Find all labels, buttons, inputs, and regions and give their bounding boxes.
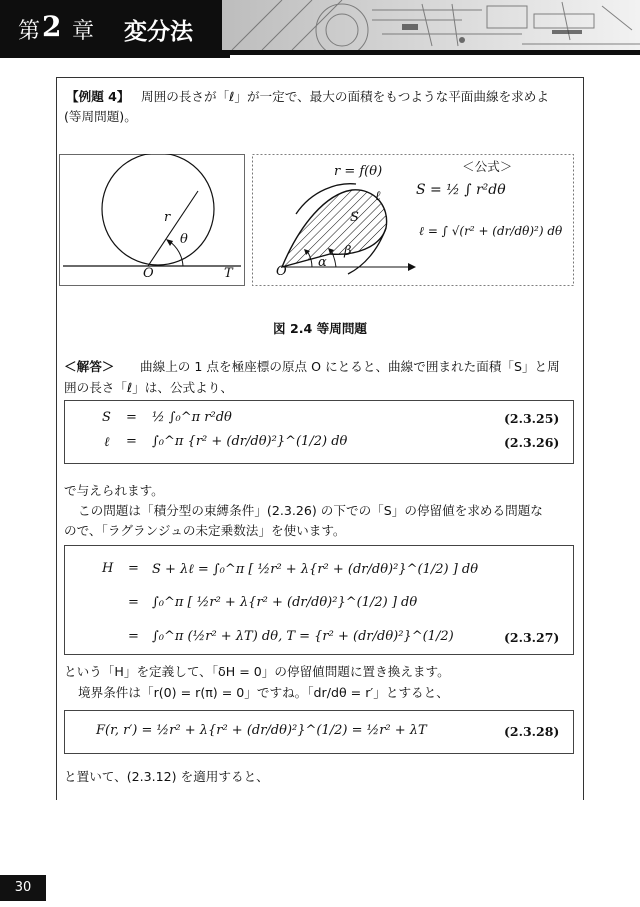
label-polar-function: r = f(θ) <box>334 164 383 179</box>
answer-line-1: 曲線上の 1 点を極座標の原点 O にとると、曲線で囲まれた面積「S」と周 <box>140 359 560 374</box>
equation-box-1 <box>64 400 574 464</box>
para3-line-2: 境界条件は「r(0) = r(π) = 0」ですね。「dr/dθ = r′」とすると、 <box>78 685 449 700</box>
eq-2325-rel: = <box>126 410 137 425</box>
eq-H-rel-2: = <box>128 595 139 610</box>
eq-2326-lhs: ℓ <box>104 435 110 450</box>
eq-H-rel-1: = <box>128 561 139 576</box>
chapter-number: 2 <box>42 10 62 43</box>
answer-tag: ＜解答＞ <box>64 359 115 374</box>
label-alpha: α <box>318 255 327 270</box>
label-perimeter-ell: ℓ <box>375 189 381 204</box>
para2-line-1: で与えられます。 <box>64 483 164 498</box>
header-decoration <box>222 0 640 50</box>
para3-line-1: という「H」を定義して、「δH = 0」の停留値問題に置き換えます。 <box>64 664 450 679</box>
eq-H-rhs-2: ∫₀^π [ ½r² + λ{r² + (dr/dθ)²}^(1/2) ] dθ <box>152 595 418 610</box>
label-area-S: S <box>350 210 359 225</box>
figure-caption: 図 2.4 等周問題 <box>272 321 368 336</box>
eq-2326-number: (2.3.26) <box>504 435 560 450</box>
eq-H-rhs-3: ∫₀^π (½r² + λT) dθ, T = {r² + (dr/dθ)²}^(1/2) <box>152 629 454 644</box>
answer-line-2: 囲の長さ「ℓ」は、公式より、 <box>64 380 233 395</box>
eq-2328-number: (2.3.28) <box>504 724 560 739</box>
label-theta: θ <box>180 232 188 247</box>
eq-H-lhs: H <box>102 561 114 576</box>
label-origin-right: O <box>276 264 287 279</box>
eq-2325-rhs: ½ ∫₀^π r²dθ <box>152 410 232 425</box>
formula-perimeter: ℓ = ∫ √(r² + (dr/dθ)²) dθ <box>419 224 563 238</box>
eq-2327-number: (2.3.27) <box>504 630 560 645</box>
chapter-prefix: 第 <box>18 19 41 44</box>
para2-line-3: ので、「ラグランジュの未定乗数法」を使います。 <box>64 523 346 538</box>
label-beta: β <box>344 244 352 259</box>
example-line-2: (等周問題)。 <box>64 109 137 124</box>
para4-line-1: と置いて、(2.3.12) を適用すると、 <box>64 769 269 784</box>
eq-H-rhs-1: S + λℓ = ∫₀^π [ ½r² + λ{r² + (dr/dθ)²}^(1/2) ] dθ <box>152 562 479 577</box>
label-tangent-T: T <box>224 266 233 281</box>
label-r: r <box>164 210 171 225</box>
eq-H-rel-3: = <box>128 629 139 644</box>
eq-2325-number: (2.3.25) <box>504 411 560 426</box>
formula-title: ＜公式＞ <box>462 159 513 174</box>
chapter-suffix: 章 <box>72 19 95 44</box>
page-number: 30 <box>0 875 46 901</box>
frame-continuation-gap <box>56 800 584 824</box>
header-rule <box>230 50 640 55</box>
chapter-title: 変分法 <box>124 19 193 45</box>
eq-2328-expression: F(r, r′) = ½r² + λ{r² + (dr/dθ)²}^(1/2) = ½r² + λT <box>96 723 427 738</box>
eq-2325-lhs: S <box>102 410 111 425</box>
example-line-1: 周囲の長さが「ℓ」が一定で、最大の面積をもつような平面曲線を求めよ <box>141 89 549 104</box>
example-tag: 【例題 4】 <box>66 89 130 104</box>
eq-2326-rel: = <box>126 434 137 449</box>
label-origin-left: O <box>143 266 154 281</box>
eq-2326-rhs: ∫₀^π {r² + (dr/dθ)²}^(1/2) dθ <box>152 434 348 449</box>
formula-area: S = ½ ∫ r²dθ <box>416 182 506 198</box>
para2-line-2: この問題は「積分型の束縛条件」(2.3.26) の下での「S」の停留値を求める問題な <box>78 503 543 518</box>
figure-polar-area <box>252 154 574 286</box>
